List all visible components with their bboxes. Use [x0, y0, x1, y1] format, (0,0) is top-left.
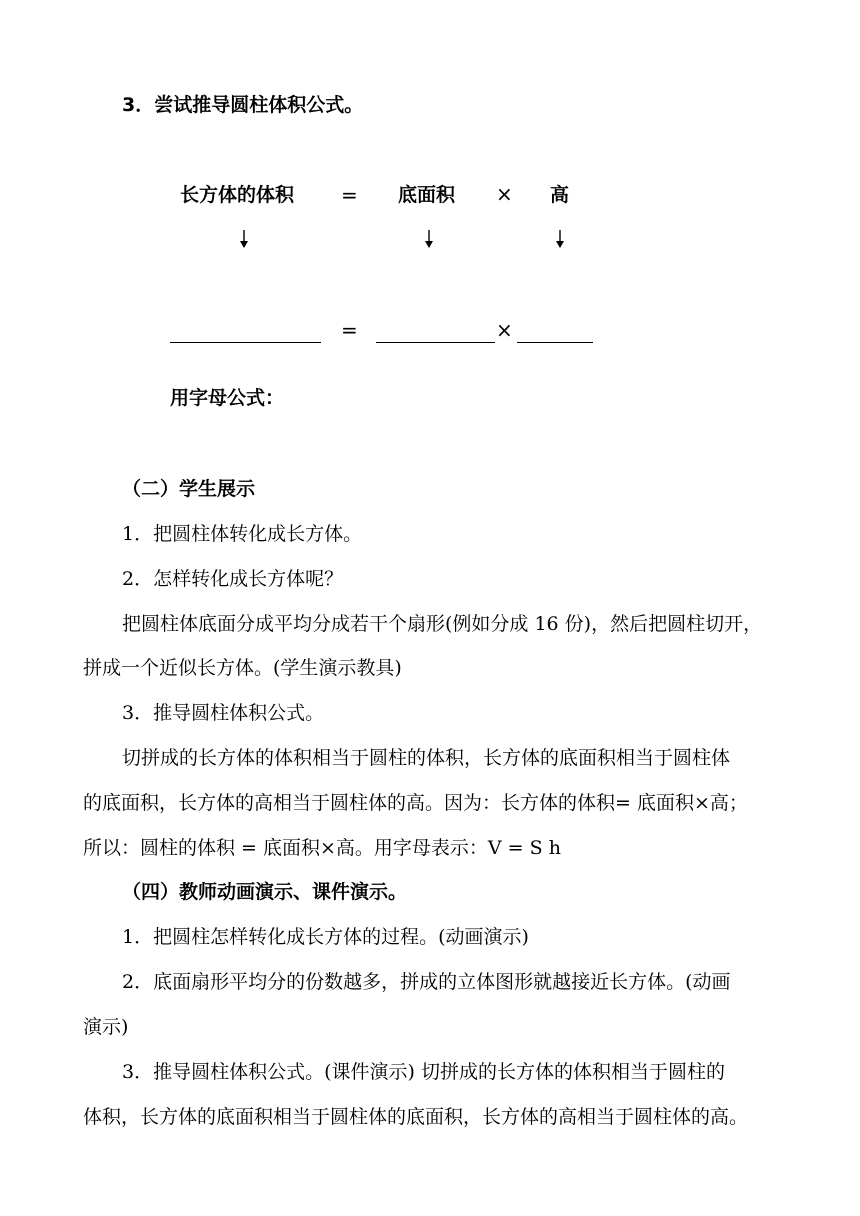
paragraph: 2．底面扇形平均分的份数越多，拼成的立体图形就越接近长方体。(动画: [122, 971, 731, 993]
blank-line-left: [170, 342, 321, 343]
paragraph: 拼成一个近似长方体。(学生演示教具): [83, 657, 402, 679]
paragraph: 1．把圆柱怎样转化成长方体的过程。(动画演示): [122, 926, 529, 948]
formula-left: 长方体的体积: [180, 184, 295, 206]
section3-heading: 3．尝试推导圆柱体积公式。: [122, 94, 364, 116]
letter-formula-label: 用字母公式：: [170, 387, 285, 409]
paragraph: 的底面积，长方体的高相当于圆柱体的高。因为：长方体的体积= 底面积×高；: [83, 792, 748, 814]
section4-heading: （四）教师动画演示、课件演示。: [122, 881, 408, 903]
paragraph: 1．把圆柱体转化成长方体。: [122, 523, 363, 545]
paragraph: 体积，长方体的底面积相当于圆柱体的底面积，长方体的高相当于圆柱体的高。: [83, 1106, 749, 1128]
paragraph: 3．推导圆柱体积公式。(课件演示) 切拼成的长方体的体积相当于圆柱的: [122, 1061, 725, 1083]
paragraph: 3．推导圆柱体积公式。: [122, 702, 325, 724]
section2-heading: （二）学生展示: [122, 478, 256, 500]
formula-equals: =: [341, 183, 358, 207]
down-arrow-icon: [554, 229, 566, 249]
paragraph: 2．怎样转化成长方体呢？: [122, 568, 344, 590]
paragraph: 把圆柱体底面分成平均分成若干个扇形(例如分成 16 份)，然后把圆柱切开，: [122, 613, 763, 635]
blank-times: ×: [496, 318, 513, 342]
blank-equals: =: [341, 318, 358, 342]
blank-line-mid: [376, 342, 495, 343]
down-arrow-icon: [238, 229, 250, 249]
paragraph: 所以：圆柱的体积 = 底面积×高。用字母表示：V = S h: [83, 837, 561, 859]
formula-right: 高: [550, 184, 570, 206]
down-arrow-icon: [423, 229, 435, 249]
paragraph: 演示): [83, 1016, 129, 1038]
formula-mid: 底面积: [398, 184, 456, 206]
formula-times: ×: [496, 182, 513, 206]
paragraph: 切拼成的长方体的体积相当于圆柱的体积，长方体的底面积相当于圆柱体: [122, 747, 731, 769]
blank-line-right: [517, 342, 593, 343]
